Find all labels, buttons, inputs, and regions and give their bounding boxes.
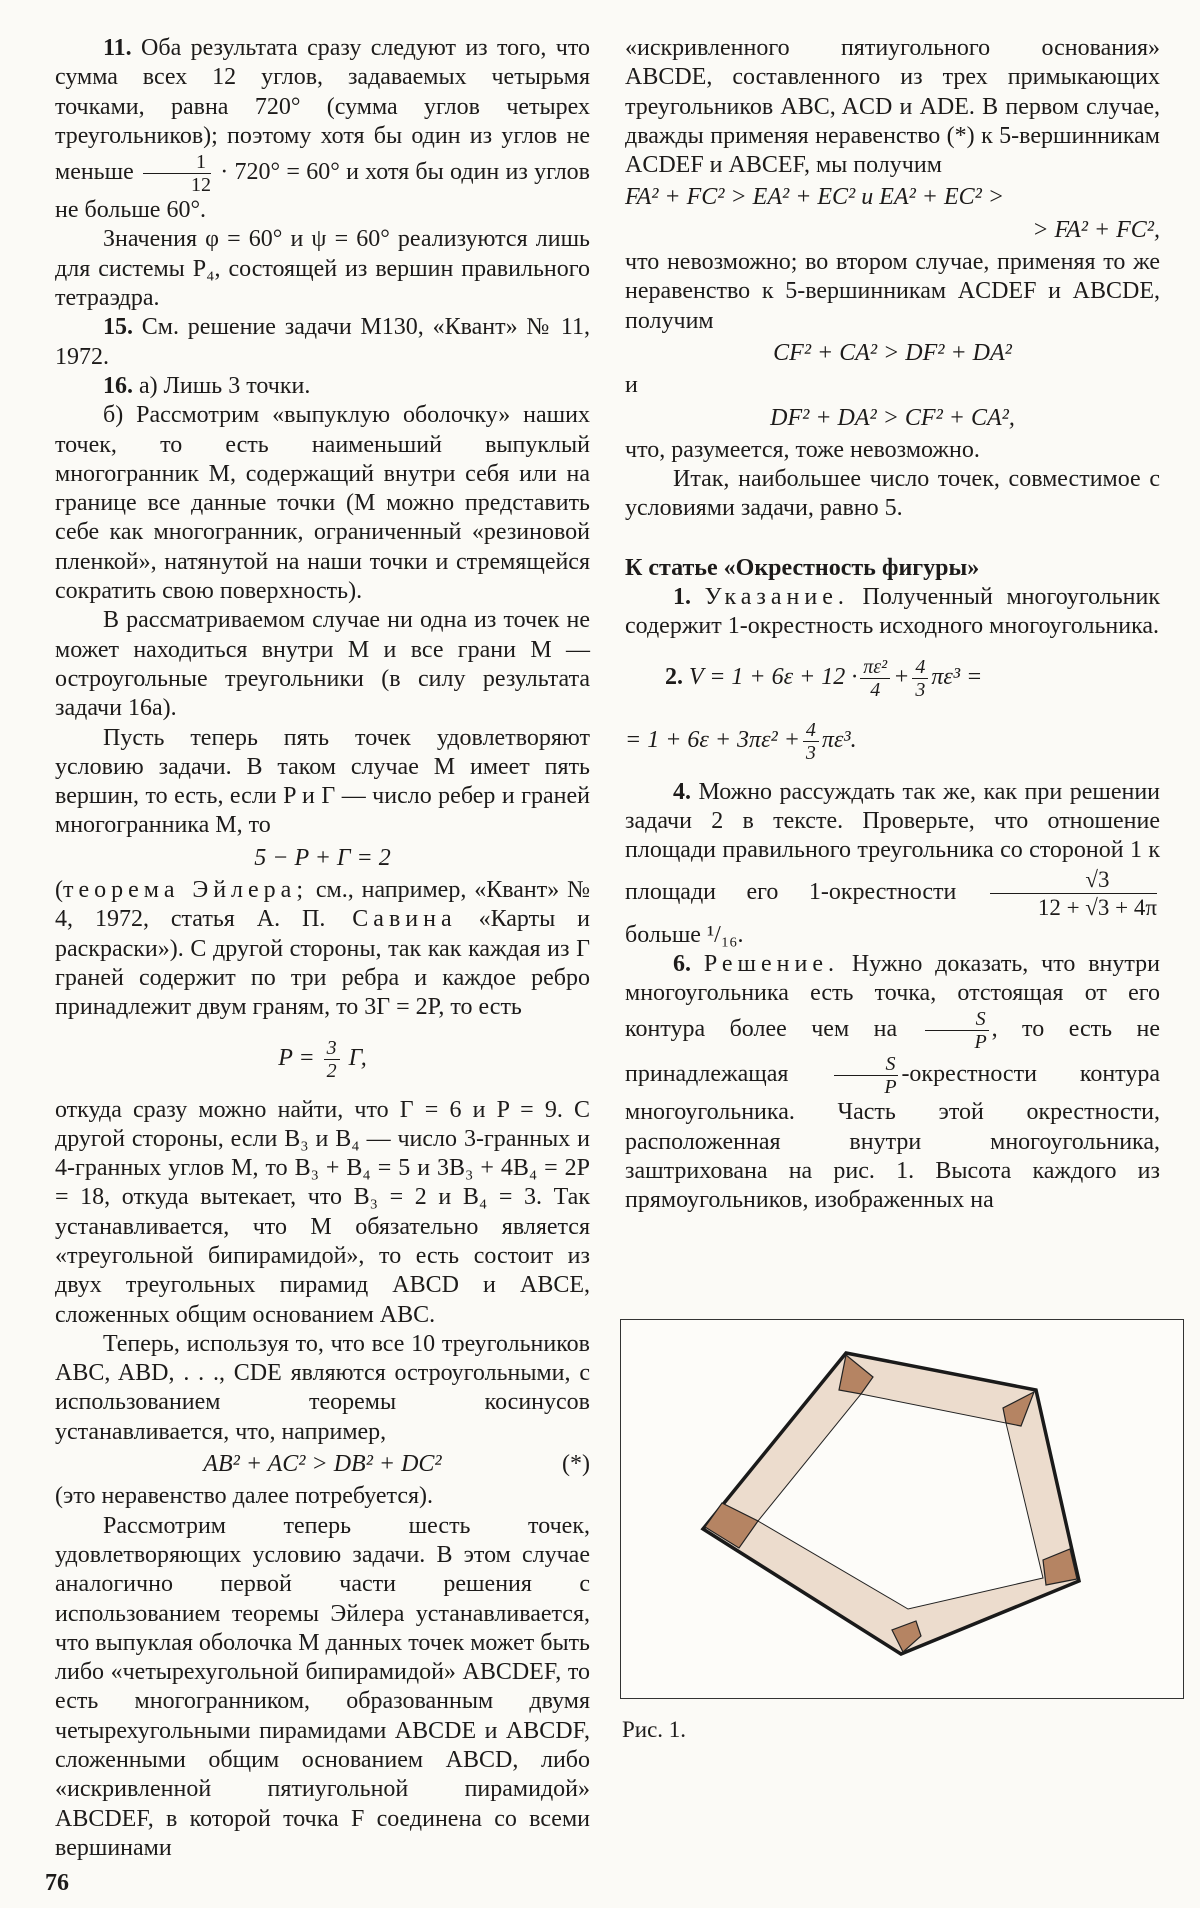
paragraph: откуда сразу можно найти, что Г = 6 и P = 9. С другой стороны, если B₃ и B₄ — число 3-гранных и 4-гранных углов M, то B₃ + B₄ = 5 и 3B₃ + 4B₄ = 2P = 18, откуда вытекает, что B₃ = 2 и B₄ = 3. Так устанавливается, что M обязательно является «треугольной бипирамидой», то есть состоит из двух треугольных пирамид ABCD и ABCE, сложенных общим основанием ABC. [55, 1096, 590, 1328]
paragraph: В рассматриваемом случае ни одна из точек не может находиться внутри M и все грани M — остроугольные треугольники (в силу результата задачи 16а). [55, 607, 590, 722]
fraction: $\frac{1}{12}$ [143, 151, 211, 196]
paragraph: Значения φ = 60° и ψ = 60° реализуются лишь для системы P₄, состоящей из вершин правильного тетраэдра. [55, 226, 590, 312]
paragraph: Теперь, используя то, что все 10 треугольников ABC, ABD, . . ., CDE являются остроугольными, с использованием теоремы косинусов устанавливается, что, например, [55, 1330, 590, 1445]
paragraph: (теорема Эйлера; см., например, «Квант» № 4, 1972, статья А. П. Савина «Карты и раскраски»). С другой стороны, так как каждая из Г граней содержит по три ребра и каждое ребро принадлежит двум граням, то 3Г = 2P, то есть [55, 877, 591, 1021]
formula-p: P = $\frac{3}{2}$ Г, [278, 1036, 367, 1082]
fraction: $\frac{S}{P}$ [925, 1008, 989, 1053]
right-column [625, 34, 1160, 1216]
formula: FA² + FC² > EA² + EC² и EA² + EC² > [625, 184, 1005, 211]
text-and: и [625, 372, 638, 399]
paragraph: (это неравенство далее потребуется). [55, 1483, 434, 1510]
solution-4: 4. Можно рассуждать так же, как при решении задачи 2 в тексте. Проверьте, что отношение площади правильного треугольника со стороной 1 к площади его 1-окрестности $\frac{√3}{12 + √3 + 4\pi}$ больше ¹/₁₆. [625, 778, 1161, 948]
fraction: $\frac{\text{πε²}}{4}$ [860, 656, 890, 701]
paragraph: Пусть теперь пять точек удовлетворяют условию задачи. В таком случае M имеет пять вершин, то есть, если P и Г — число ребер и граней многогранника M, то [55, 724, 590, 839]
section-heading: К статье «Окрестность фигуры» [625, 554, 980, 581]
solution-1: 1. Указание. Полученный многоугольник содержит 1-окрестность исходного многоугольника. [625, 584, 1161, 640]
pentagon-diagram [621, 1320, 1183, 1698]
paragraph: Рассмотрим теперь шесть точек, удовлетворяющих условию задачи. В этом случае аналогично первой части решения с использованием теоремы Эйлера устанавливается, что выпуклая оболочка M данных точек может быть либо «четырехугольной бипирамидой» ABCDEF, то есть многогранником, образованным двумя четырехугольными пирамидами ABCDE и ABCDF, сложенными общим основанием ABCD, либо «искривленной пятиугольной пирамидой» ABCDEF, в которой точка F соединена со всеми вершинами [55, 1512, 590, 1861]
solution-6: 6. Решение. Нужно доказать, что внутри многоугольника есть точка, отстоящая от его контура более чем на $\frac{S}{P}$ , то есть не принадлежащая $\frac{S}{P}$ -окрестности контура многоугольника. Часть этой окрестности, расположенная внутри многоугольника, заштрихована на рис. 1. Высота каждого из прямоугольников, изображенных на [625, 950, 1161, 1214]
paragraph-15: 15. См. решение задачи М130, «Квант» № 11, 1972. [55, 314, 590, 370]
fraction: $\frac{√3}{12 + √3 + 4\pi}$ [990, 866, 1157, 921]
figure-caption: Рис. 1. [622, 1717, 687, 1742]
left-column [55, 34, 590, 1863]
formula: DF² + DA² > CF² + CA², [770, 404, 1015, 431]
paragraph: что, разумеется, тоже невозможно. [625, 436, 980, 463]
paragraph-11: 11. Оба результата сразу следуют из того, что сумма всех 12 углов, задаваемых четырьмя точками, равна 720° (сумма углов четырех треугольников); поэтому хотя бы один из углов не меньше $\frac{1}{12}$ · 720° = 60° и хотя бы один из углов не больше 60°. [55, 35, 591, 224]
formula: > FA² + FC², [1032, 216, 1160, 243]
formula-inequality: AB² + AC² > DB² + DC² (*) [203, 1451, 590, 1478]
formula-volume: 2. V = 1 + 6ε + 12 · $\frac{\text{πε²}}{4}$ + $\frac{4}{3}$ πε³ = [665, 655, 983, 701]
figure-pentagon [620, 1319, 1184, 1699]
paragraph: «искривленного пятиугольного основания» ABCDE, составленного из трех примыкающих треугольников ABC, ACD и ADE. В первом случае, дважды применяя неравенство (*) к 5-вершинникам ACDEF и ABCEF, мы получим [625, 35, 1160, 179]
formula-volume-cont: = 1 + 6ε + 3πε² + $\frac{4}{3}$ πε³. [625, 718, 857, 764]
paragraph-16: 16. а) Лишь 3 точки. [103, 372, 311, 399]
fraction: $\frac{3}{2}$ [324, 1037, 340, 1082]
page-number: 76 [45, 1870, 69, 1896]
fraction: $\frac{S}{P}$ [834, 1053, 898, 1098]
paragraph: б) Рассмотрим «выпуклую оболочку» наших точек, то есть наименьший выпуклый многогранник M, содержащий внутри себя или на границе все данные точки (M можно представить себе как многогранник, ограниченный «резиновой пленкой», натянутой на наши точки и стремящейся сократить свою поверхность). [55, 402, 590, 605]
formula: CF² + CA² > DF² + DA² [773, 339, 1012, 366]
formula-euler: 5 − P + Г = 2 [254, 844, 391, 871]
fraction: $\frac{4}{3}$ [803, 719, 819, 764]
fraction: $\frac{4}{3}$ [912, 656, 928, 701]
paragraph: Итак, наибольшее число точек, совместимое с условиями задачи, равно 5. [625, 466, 1160, 522]
paragraph: что невозможно; во втором случае, применяя то же неравенство к 5-вершинникам ACDEF и ABCDE, получим [625, 249, 1160, 334]
